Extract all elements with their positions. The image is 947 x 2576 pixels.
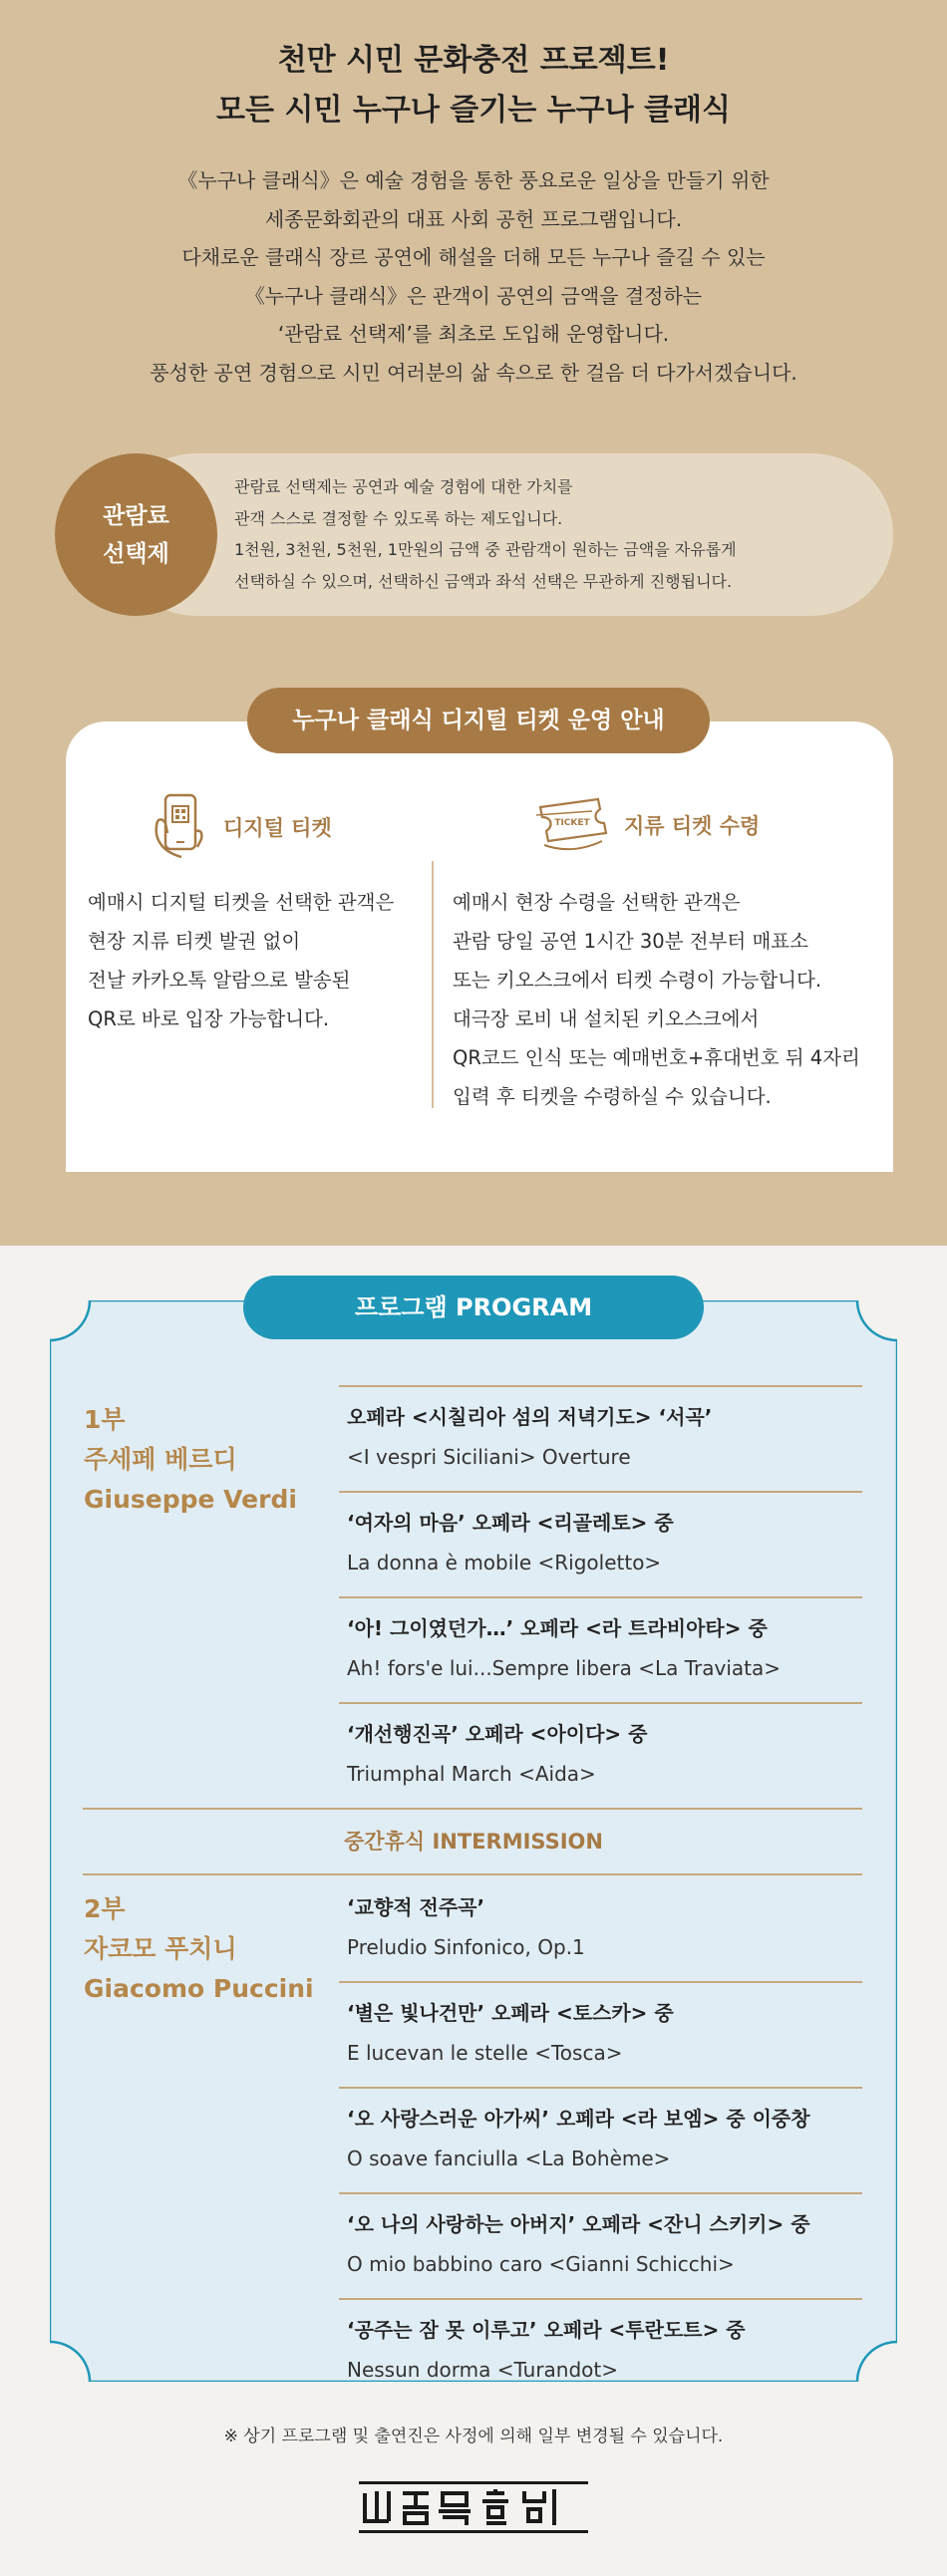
logo-text: 세종문화회관 [471, 2511, 476, 2512]
intro-text [0, 161, 947, 392]
program-item-ko: ‘아! 그이였던가…’ 오페라 <라 트라비아타> 중 [347, 1616, 768, 1640]
part2-composer-ko: 자코모 푸치니 [84, 1934, 237, 1963]
program-item [347, 2316, 746, 2384]
program-item-ko: ‘오 사랑스러운 아가씨’ 오페라 <라 보엠> 중 이중창 [347, 2107, 810, 2131]
divider-line [339, 1981, 862, 1983]
fee-choice-line: 관람료 선택제는 공연과 예술 경험에 대한 가치를 [234, 477, 573, 496]
fee-choice-text [234, 471, 872, 597]
column-divider [432, 861, 434, 1108]
program-item-en: E lucevan le stelle <Tosca> [347, 2041, 623, 2065]
paper-ticket-line: 예매시 현장 수령을 선택한 관객은 [453, 891, 741, 914]
digital-ticket-line: 예매시 디지털 티켓을 선택한 관객은 [88, 891, 395, 914]
program-item-ko: ‘별은 빛나건만’ 오페라 <토스카> 중 [347, 2001, 674, 2025]
digital-ticket-heading [152, 791, 332, 863]
sejong-center-logo [359, 2481, 588, 2533]
program-item-ko: ‘공주는 잠 못 이루고’ 오페라 <투란도트> 중 [347, 2318, 746, 2342]
part2-composer-en: Giacomo Puccini [84, 1974, 314, 2003]
digital-ticket-title: 디지털 티켓 [223, 816, 332, 840]
program-item [347, 1403, 712, 1471]
divider-line [339, 1385, 862, 1387]
paper-ticket-text [453, 883, 860, 1116]
smartphone-qr-icon [152, 791, 213, 863]
paper-ticket-line: QR코드 인식 또는 예매번호+휴대번호 뒤 4자리 [453, 1046, 860, 1069]
fee-choice-line: 관객 스스로 결정할 수 있도록 하는 제도입니다. [234, 508, 563, 528]
program-item-en: <I vespri Siciliani> Overture [347, 1445, 631, 1469]
program-item-en: Preludio Sinfonico, Op.1 [347, 1935, 585, 1959]
divider-line [339, 2087, 862, 2089]
headline-line2: 모든 시민 누구나 즐기는 누구나 클래식 [216, 93, 731, 128]
paper-ticket-line: 또는 키오스크에서 티켓 수령이 가능합니다. [453, 969, 822, 992]
fee-choice-badge [55, 453, 217, 616]
part2-label [84, 1889, 314, 2009]
intro-line: 풍성한 공연 경험으로 시민 여러분의 삶 속으로 한 걸음 더 다가서겠습니다. [150, 360, 797, 385]
part2-number: 2부 [84, 1894, 126, 1923]
program-item [347, 1509, 674, 1576]
program-item [347, 2105, 810, 2172]
divider-line [83, 1873, 862, 1875]
part1-composer-ko: 주세페 베르디 [84, 1445, 237, 1474]
fee-choice-panel [55, 453, 893, 616]
paper-ticket-heading [532, 793, 760, 857]
program-item-ko: ‘오 나의 사랑하는 아버지’ 오페라 <잔니 스키키> 중 [347, 2212, 810, 2236]
program-change-note: ※ 상기 프로그램 및 출연진은 사정에 의해 일부 변경될 수 있습니다. [223, 2427, 724, 2446]
fee-choice-line: 선택하실 수 있으며, 선택하신 금액과 좌석 선택은 무관하게 진행됩니다. [234, 571, 733, 591]
intro-line: 《누구나 클래식》은 관객이 공연의 금액을 결정하는 [244, 283, 703, 308]
divider-line [339, 1596, 862, 1598]
program-item-ko: ‘개선행진곡’ 오페라 <아이다> 중 [347, 1722, 648, 1746]
program-item [347, 1999, 674, 2067]
program-item-ko: ‘여자의 마음’ 오페라 <리골레토> 중 [347, 1511, 674, 1535]
headline-line1: 천만 시민 문화충전 프로젝트! [277, 43, 670, 78]
program-item-ko: 오페라 <시칠리아 섬의 저녁기도> ‘서곡’ [347, 1405, 713, 1429]
intro-line: 다채로운 클래식 장르 공연에 해설을 더해 모든 누구나 즐길 수 있는 [181, 245, 766, 269]
program-item-en: La donna è mobile <Rigoletto> [347, 1551, 662, 1574]
ticket-icon [532, 793, 614, 857]
paper-ticket-line: 입력 후 티켓을 수령하실 수 있습니다. [453, 1085, 772, 1108]
part1-label [84, 1400, 297, 1520]
digital-ticket-line: 현장 지류 티켓 발권 없이 [88, 930, 301, 953]
divider-line [339, 2192, 862, 2194]
fee-choice-line: 1천원, 3천원, 5천원, 1만원의 금액 중 관람객이 원하는 금액을 자유롭게 [234, 540, 737, 559]
intro-line: 《누구나 클래식》은 예술 경험을 통한 풍요로운 일상을 만들기 위한 [177, 168, 770, 192]
headline [0, 36, 947, 136]
fee-choice-badge-line2: 선택제 [103, 540, 169, 567]
ticket-guide-title: 누구나 클래식 디지털 티켓 운영 안내 [247, 688, 710, 753]
fee-choice-badge-line1: 관람료 [103, 502, 169, 529]
intro-line: ‘관람료 선택제’를 최초로 도입해 운영합니다. [277, 322, 670, 346]
part1-composer-en: Giuseppe Verdi [84, 1485, 297, 1514]
intermission-label: 중간휴식 INTERMISSION [344, 1830, 603, 1854]
intro-section [0, 0, 947, 1246]
intro-line: 세종문화회관의 대표 사회 공헌 프로그램입니다. [264, 206, 683, 231]
program-item-en: O mio babbino caro <Gianni Schicchi> [347, 2252, 735, 2276]
divider-line [339, 1702, 862, 1704]
digital-ticket-text [88, 883, 394, 1038]
program-item-en: O soave fanciulla <La Bohème> [347, 2147, 671, 2170]
part1-number: 1부 [84, 1405, 126, 1434]
program-item-en: Ah! fors'e lui...Sempre libera <La Traviata> [347, 1656, 782, 1680]
program-title: 프로그램 PROGRAM [243, 1276, 704, 1339]
divider-line [83, 1808, 862, 1810]
program-item [347, 1720, 647, 1788]
paper-ticket-title: 지류 티켓 수령 [624, 814, 761, 838]
digital-ticket-line: QR로 바로 입장 가능합니다. [88, 1007, 330, 1030]
divider-line [339, 2298, 862, 2300]
paper-ticket-line: 대극장 로비 내 설치된 키오스크에서 [453, 1007, 760, 1030]
ticket-guide-box [66, 721, 893, 1172]
digital-ticket-line: 전날 카카오톡 알람으로 발송된 [88, 969, 351, 992]
program-item [347, 1614, 781, 1682]
ticket-icon-label: TICKET [554, 818, 590, 828]
program-item-ko: ‘교향적 전주곡’ [347, 1895, 485, 1919]
paper-ticket-line: 관람 당일 공연 1시간 30분 전부터 매표소 [453, 930, 808, 953]
program-item [347, 2210, 810, 2278]
divider-line [339, 1491, 862, 1493]
program-item-en: Nessun dorma <Turandot> [347, 2358, 619, 2382]
program-item-en: Triumphal March <Aida> [347, 1762, 596, 1786]
program-item [347, 1893, 585, 1961]
